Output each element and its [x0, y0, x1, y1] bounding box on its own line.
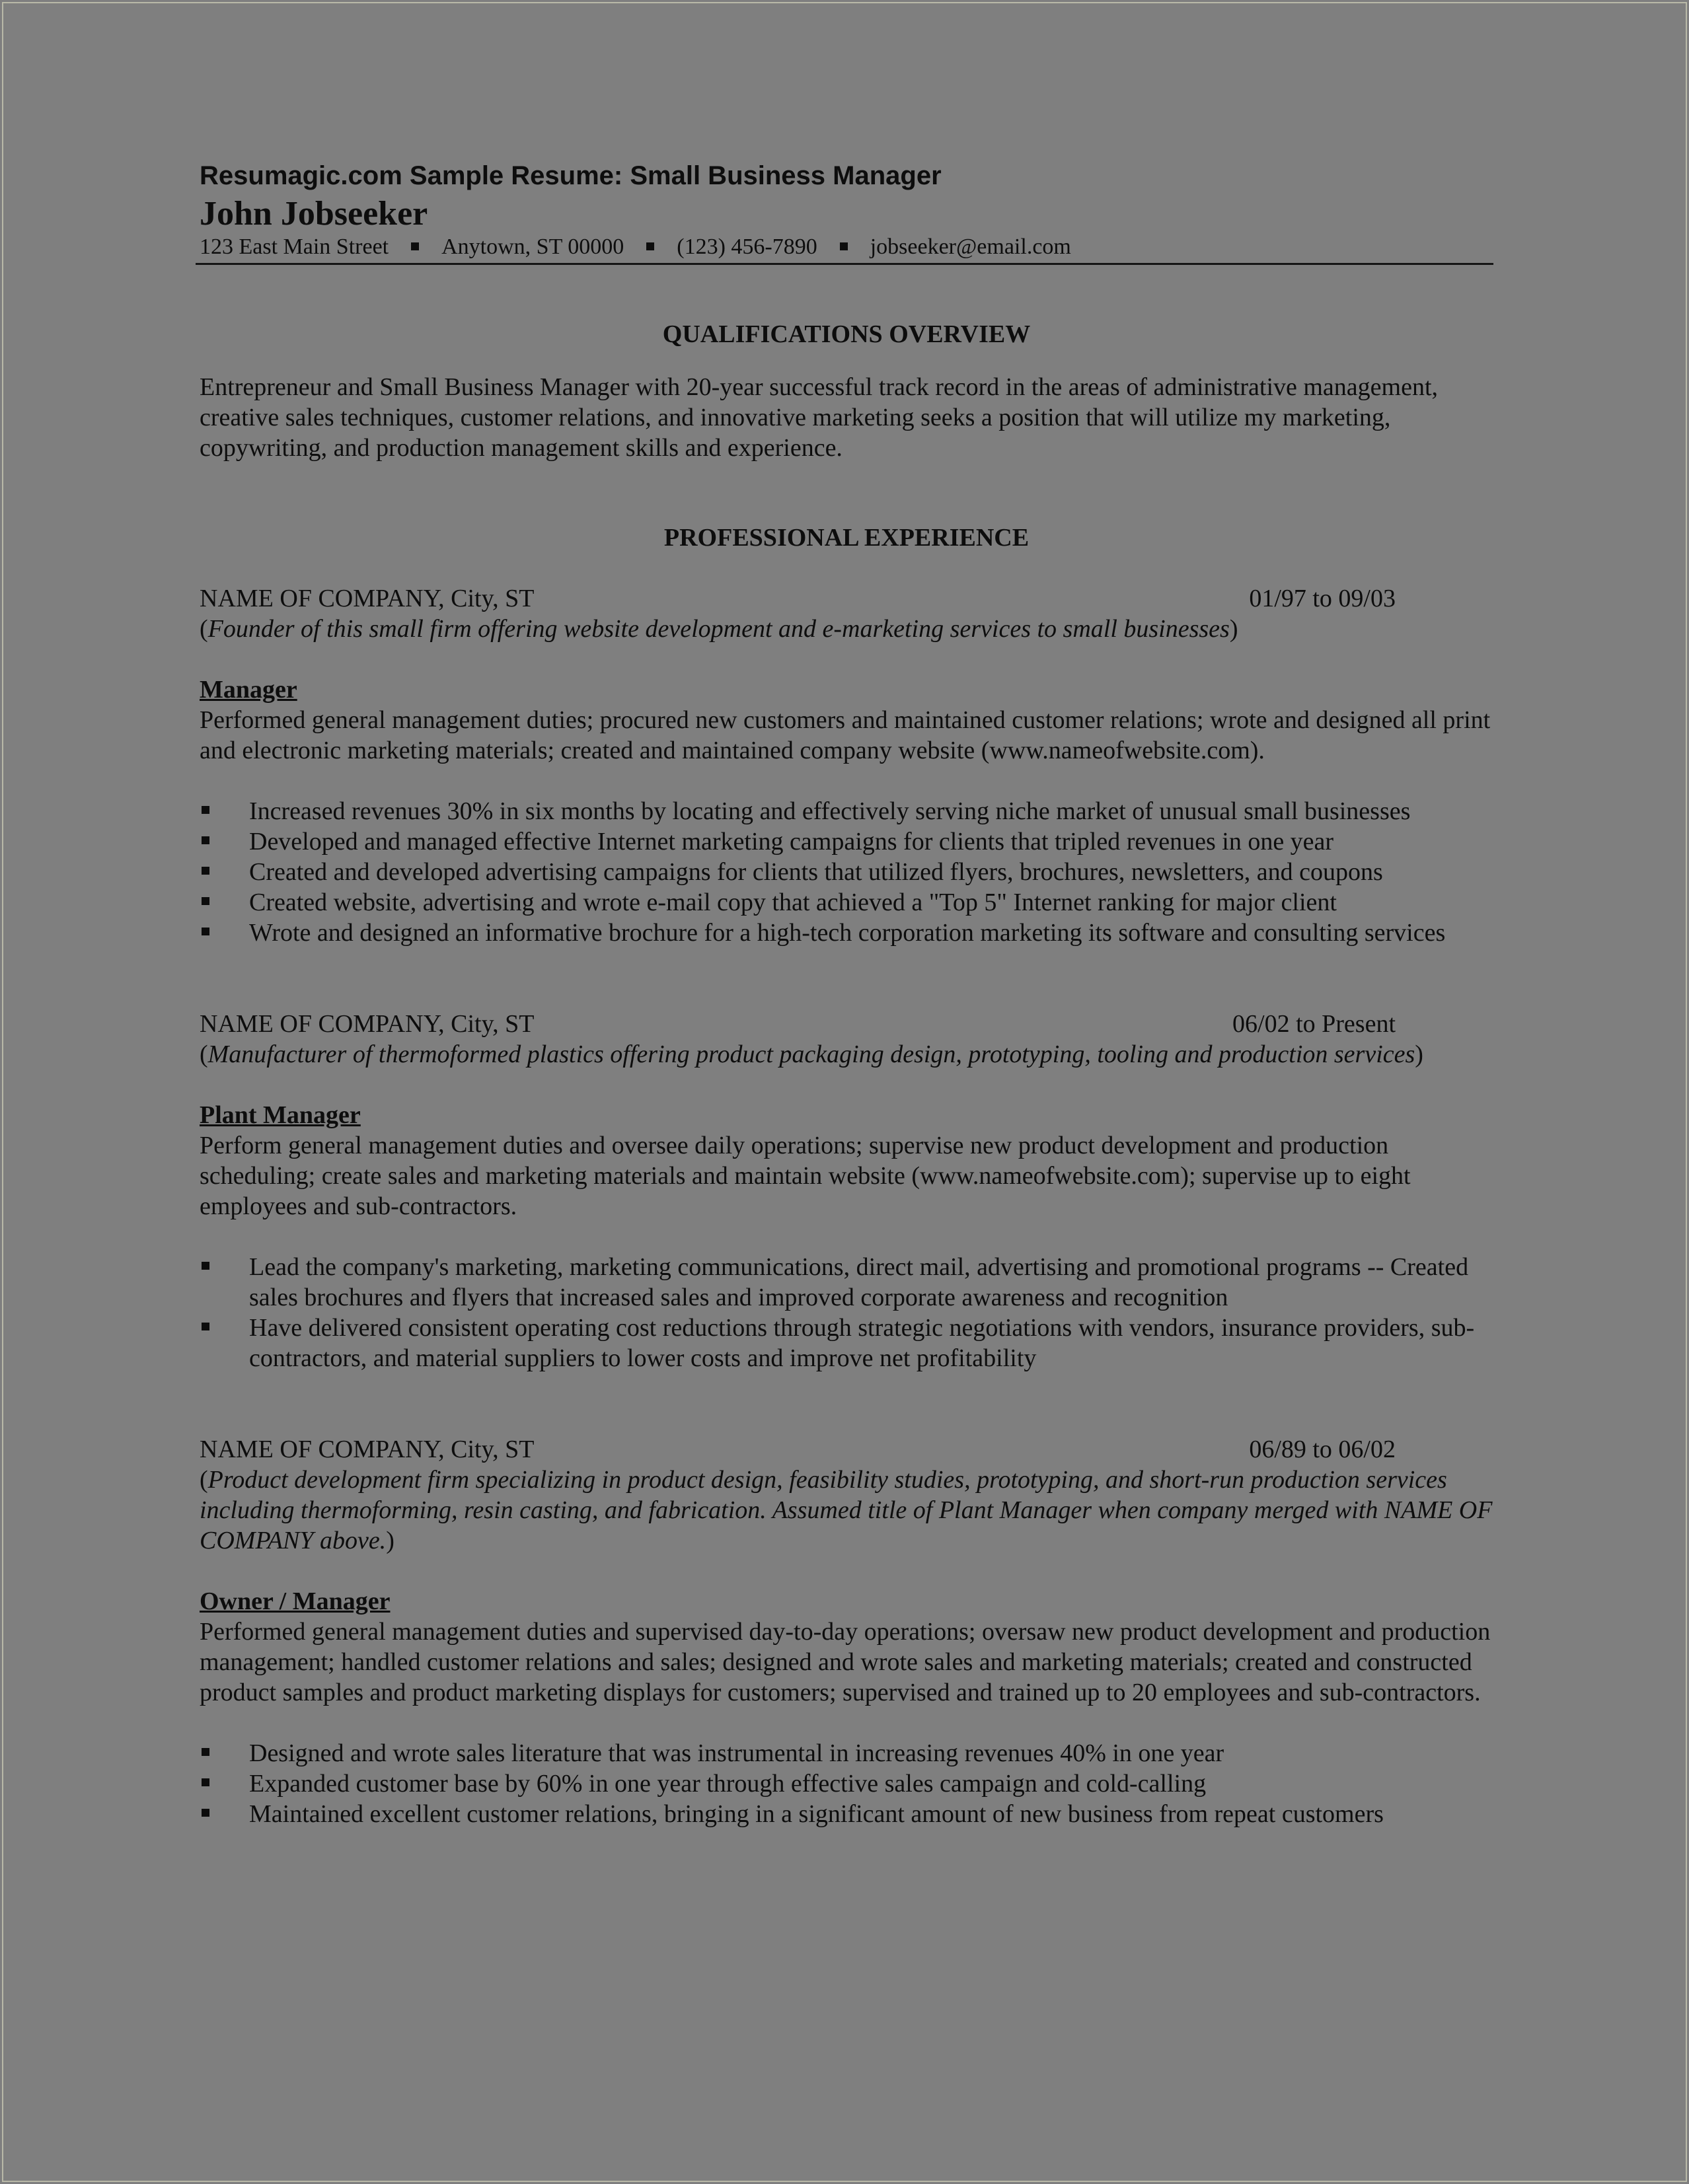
company-description-text: Product development firm specializing in product design, feasibility studies, prototyping, and short-run production services including thermoforming, resin casting, and fabrication. Assumed title of Plant Manager when company merged with NAME OF COMPANY above.	[200, 1466, 1493, 1554]
square-bullet-icon	[202, 836, 209, 844]
square-bullet-icon	[202, 928, 209, 935]
square-bullet-icon	[202, 806, 209, 814]
job-entry	[200, 1434, 1493, 1829]
job-entry	[200, 583, 1493, 948]
job-summary: Performed general management duties and supervised day-to-day operations; oversaw new product development and production management; handled customer relations and sales; designed and wrote sales and marketing materials; created and constructed product samples and product marketing displays for customers; supervised and trained up to 20 employees and sub-contractors.	[200, 1618, 1491, 1706]
list-item: Developed and managed effective Internet marketing campaigns for clients that tripled revenues in one year	[200, 826, 1493, 857]
square-bullet-icon	[202, 1809, 209, 1817]
square-bullet-icon	[411, 242, 419, 250]
company-description-text: Manufacturer of thermoformed plastics offering product packaging design, prototyping, tooling and production services	[207, 1040, 1415, 1068]
company-name: NAME OF COMPANY, City, ST	[200, 1010, 535, 1038]
experience-heading: PROFESSIONAL EXPERIENCE	[663, 524, 1030, 552]
list-item: Expanded customer base by 60% in one year through effective sales campaign and cold-calling	[200, 1768, 1493, 1799]
company-description: (Product development firm specializing in product design, feasibility studies, prototyping, and short-run production services including thermoforming, resin casting, and fabrication. Assumed title of Plant Manager when company merged with NAME OF COMPANY above.)	[200, 1466, 1493, 1554]
company-line	[200, 1009, 1396, 1039]
achievement-list	[200, 1252, 1493, 1373]
company-description: (Founder of this small firm offering website development and e-marketing services to small businesses)	[200, 615, 1238, 643]
resume-document	[200, 157, 1493, 1829]
list-item: Created and developed advertising campaigns for clients that utilized flyers, brochures, newsletters, and coupons	[200, 857, 1493, 887]
company-name: NAME OF COMPANY, City, ST	[200, 1436, 535, 1463]
square-bullet-icon	[202, 1778, 209, 1786]
square-bullet-icon	[202, 1748, 209, 1756]
job-entry	[200, 1009, 1493, 1373]
list-item: Wrote and designed an informative brochure for a high-tech corporation marketing its software and consulting services	[200, 918, 1493, 948]
candidate-name: John Jobseeker	[200, 195, 428, 233]
contact-street: 123 East Main Street	[200, 235, 389, 259]
qualifications-text: Entrepreneur and Small Business Manager with 20-year successful track record in the areas of administrative management, creative sales techniques, customer relations, and innovative marketing seeks a position that will utilize my marketing, copywriting, and production management skills and experience.	[200, 373, 1439, 462]
square-bullet-icon	[202, 867, 209, 875]
square-bullet-icon	[646, 242, 654, 250]
contact-city: Anytown, ST 00000	[441, 235, 624, 259]
job-summary: Performed general management duties; procured new customers and maintained customer relations; wrote and designed all print and electronic marketing materials; created and maintained company website (www.nameofwebsite.com).	[200, 706, 1491, 764]
list-item: Have delivered consistent operating cost reductions through strategic negotiations with vendors, insurance providers, sub-contractors, and material suppliers to lower costs and improve net profitability	[200, 1313, 1493, 1373]
company-description: (Manufacturer of thermoformed plastics offering product packaging design, prototyping, tooling and production services)	[200, 1040, 1423, 1068]
contact-phone: (123) 456-7890	[677, 235, 817, 259]
qualifications-heading: QUALIFICATIONS OVERVIEW	[662, 320, 1031, 348]
job-dates: 06/02 to Present	[1232, 1010, 1396, 1038]
contact-line	[196, 234, 1493, 265]
square-bullet-icon	[840, 242, 848, 250]
square-bullet-icon	[202, 1262, 209, 1270]
contact-email: jobseeker@email.com	[870, 235, 1071, 259]
list-item: Maintained excellent customer relations, bringing in a significant amount of new business from repeat customers	[200, 1799, 1493, 1829]
list-item: Created website, advertising and wrote e-mail copy that achieved a "Top 5" Internet ranking for major client	[200, 887, 1493, 918]
job-role: Owner / Manager	[200, 1587, 391, 1615]
company-line	[200, 1434, 1396, 1465]
company-description-text: Founder of this small firm offering website development and e-marketing services to small businesses	[207, 615, 1230, 643]
list-item: Increased revenues 30% in six months by locating and effectively serving niche market of unusual small businesses	[200, 796, 1493, 826]
company-name: NAME OF COMPANY, City, ST	[200, 585, 535, 612]
job-dates: 06/89 to 06/02	[1249, 1436, 1396, 1463]
list-item: Designed and wrote sales literature that was instrumental in increasing revenues 40% in one year	[200, 1738, 1493, 1768]
document-title: Resumagic.com Sample Resume: Small Business Manager	[200, 161, 942, 190]
job-role: Manager	[200, 676, 297, 704]
job-dates: 01/97 to 09/03	[1249, 585, 1396, 612]
square-bullet-icon	[202, 1323, 209, 1330]
achievement-list	[200, 1738, 1493, 1829]
list-item: Lead the company's marketing, marketing communications, direct mail, advertising and promotional programs -- Created sales brochures and flyers that increased sales and improved corporate awareness and recognition	[200, 1252, 1493, 1313]
company-line	[200, 583, 1396, 614]
job-role: Plant Manager	[200, 1101, 361, 1129]
achievement-list	[200, 796, 1493, 948]
job-summary: Perform general management duties and oversee daily operations; supervise new product development and production scheduling; create sales and marketing materials and maintain website (www.nameofwebsite.com); supervise up to eight employees and sub-contractors.	[200, 1132, 1411, 1220]
square-bullet-icon	[202, 897, 209, 905]
